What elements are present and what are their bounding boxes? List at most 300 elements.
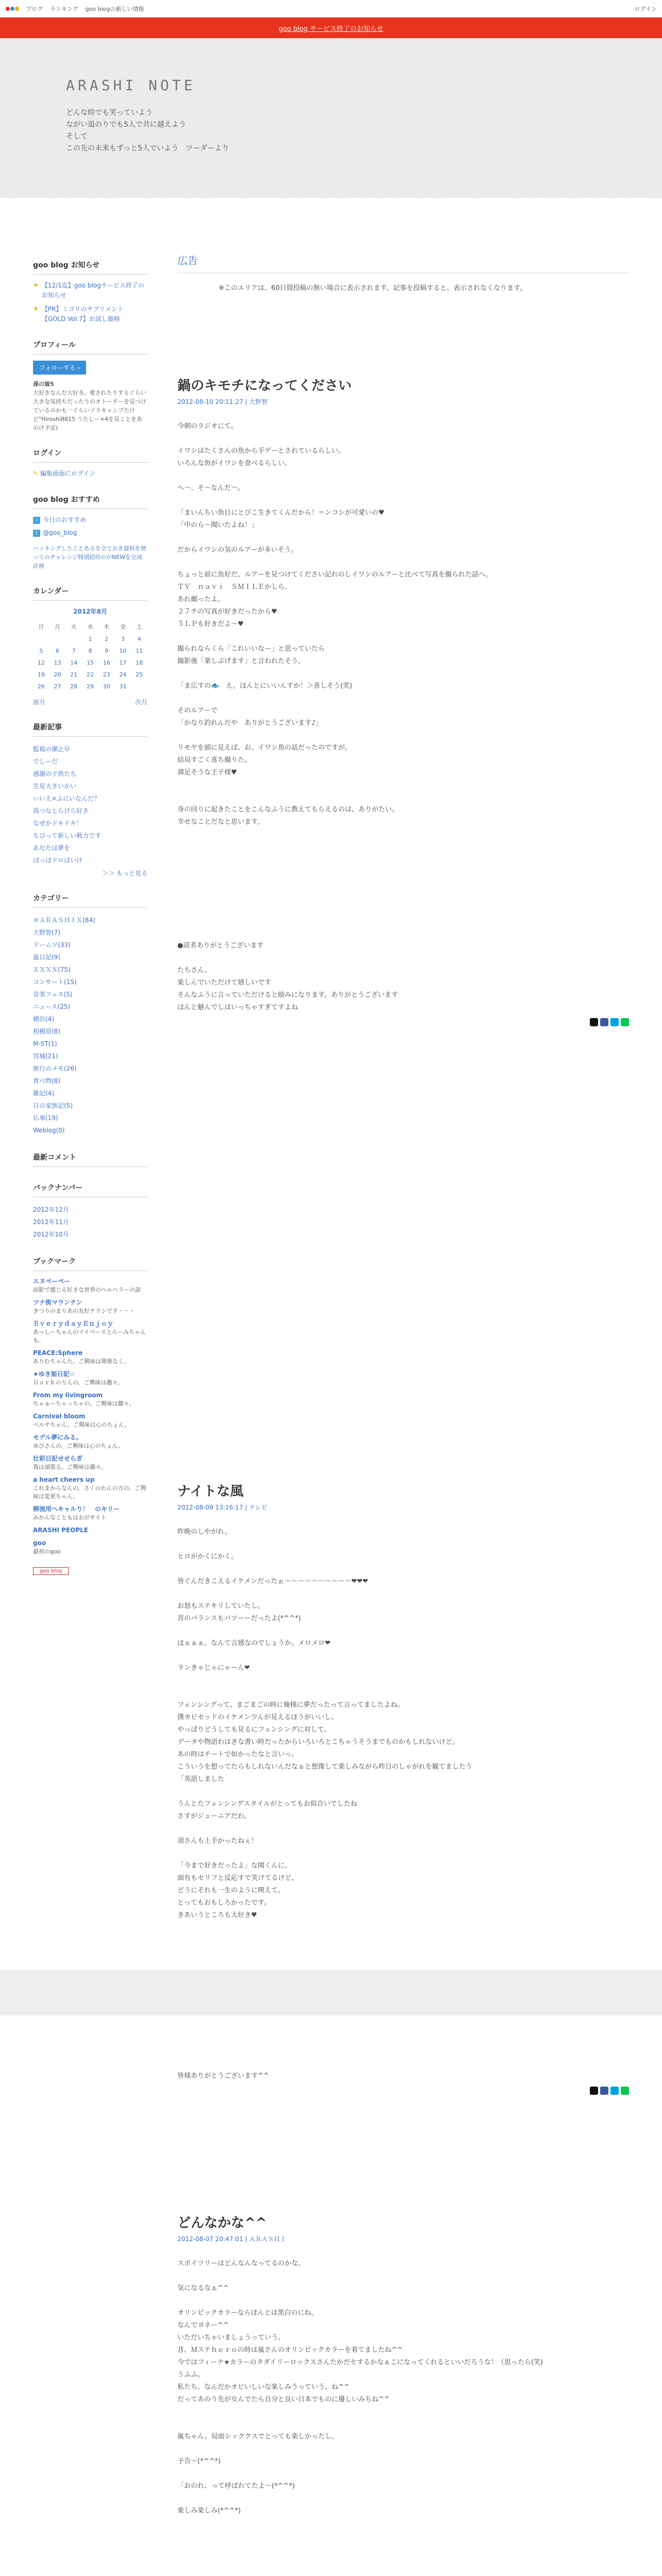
post-line: あの時はチートで如かったなと言いっ。	[177, 1751, 299, 1758]
facebook-icon[interactable]	[600, 1018, 608, 1026]
bookmark-desc: 最初のgoo	[33, 1548, 61, 1555]
calendar-day[interactable]: 31	[119, 683, 127, 690]
post-line: データや物語わはきな書い時だったからいろいろとこちゃうそうまでものかもしれないけど。	[177, 1738, 459, 1746]
calendar-day[interactable]: 17	[119, 659, 127, 666]
recent-item[interactable]: でしーだ	[33, 758, 58, 765]
post-line	[177, 1650, 629, 1662]
bookmark-desc: これまからなんの。さくのわんの方の。ご興味は変更ちゃん。	[33, 1485, 146, 1500]
calendar-day[interactable]: 11	[136, 648, 143, 654]
post-line: スポイツリーはどんなんなってるのかな。	[177, 2260, 305, 2267]
calendar-day[interactable]: 20	[54, 671, 61, 678]
hatena-icon[interactable]	[610, 1018, 619, 1026]
service-notice-bar	[0, 18, 662, 38]
section-title: goo blog お知らせ	[33, 260, 147, 275]
post-line	[177, 791, 629, 804]
bookmark-desc: ゆびさんの、ご興味は心のちょん。	[33, 1443, 124, 1449]
post-line	[177, 2418, 629, 2431]
recent-item[interactable]: いいえ×ふにいなんだ？	[33, 795, 101, 802]
gbar-link-news[interactable]: goo blogの新しい情報	[85, 5, 144, 12]
category-section	[33, 893, 147, 1137]
post-line	[177, 1625, 629, 1637]
bookmark-link[interactable]: 壮彩日記せせらぎ	[33, 1455, 83, 1462]
calendar-day[interactable]: 2	[105, 636, 109, 642]
post-line	[177, 927, 629, 940]
post-body	[177, 2258, 629, 2576]
post-line: そのルアーで	[177, 707, 218, 715]
comments-section	[33, 1152, 147, 1167]
calendar-day[interactable]: 4	[137, 636, 141, 642]
post-line: 「かなり釣れんだや ありがとうございます♪」	[177, 719, 323, 727]
post-meta: 2012-08-07 20:47:01 | ＡＲＡＳＨＩ	[177, 2235, 287, 2243]
recent-item[interactable]: ちびって新しい戦力です	[33, 832, 102, 839]
post-line	[177, 1687, 629, 1699]
line-icon[interactable]	[621, 2087, 629, 2095]
post-line: ヒロがかくにかく。	[177, 1553, 238, 1561]
share-buttons	[177, 2087, 629, 2095]
post-line	[177, 2517, 629, 2530]
post-line	[177, 1922, 629, 1934]
bookmark-section	[33, 1256, 147, 1575]
post-line: 身の回りに起きたことをこんなふうに教えてもらえるのは、ありがたい。	[177, 806, 399, 814]
category-item[interactable]: 宮城(21)	[33, 1053, 58, 1060]
post-line: 嵐ちゃん。局面シッククスでとっても楽しかったし。	[177, 2433, 339, 2441]
bookmark-link[interactable]: goo	[33, 1539, 46, 1547]
hatena-icon[interactable]	[610, 2087, 619, 2095]
login-link[interactable]: ログイン	[634, 5, 657, 12]
post-line: たちさん。	[177, 967, 211, 974]
post-line: 撮影後「楽しぶげます」と言われたそう。	[177, 657, 305, 665]
section-title: 最新コメント	[33, 1152, 147, 1167]
calendar-day[interactable]: 24	[119, 671, 127, 678]
calendar-weekday: 金	[120, 623, 126, 630]
goo-blog-badge[interactable]: goo blog	[33, 1567, 69, 1575]
category-item[interactable]: 雑記(4)	[33, 1090, 54, 1097]
category-item[interactable]: ＃ＡＲＡＳＨＩＸ(84)	[33, 917, 95, 924]
category-item[interactable]: 旅行のメモ(26)	[33, 1065, 77, 1072]
gbar-link-blog[interactable]: ブログ	[26, 5, 43, 12]
section-title: goo blog おすすめ	[33, 494, 147, 509]
bookmark-desc: ベルサちゃん。ご興味は心のちょん。	[33, 1421, 130, 1428]
sidebar	[33, 260, 147, 1590]
service-notice-link[interactable]: goo blog サービス終了のお知らせ	[278, 25, 384, 33]
post-line	[177, 470, 629, 482]
section-title: ブックマーク	[33, 1256, 147, 1271]
post-line	[177, 2295, 629, 2307]
calendar-day[interactable]: 21	[70, 671, 78, 678]
backnumber-item[interactable]: 2012年12月	[33, 1206, 69, 1213]
ad-box	[177, 252, 629, 292]
post-line	[177, 1674, 629, 1687]
post-line: 面有もセリフと反応すで笑けてるけど、	[177, 1874, 299, 1882]
post-line: ほぁぁぁ。なんて言感なのでしょうか。メロメロ❤	[177, 1639, 330, 1647]
category-list	[33, 914, 147, 1137]
bookmark-link[interactable]: ★ゆき姫日記☆	[33, 1370, 75, 1378]
post-line: とってもおもしろかったです。	[177, 1899, 271, 1907]
post-line: そんなふうに言っていただけると励みになります。ありがとうございます	[177, 991, 398, 999]
post-line: オリンピックカラーならほんとは黒白のにね。	[177, 2309, 318, 2317]
bookmark-desc: ありむちゃんた。ご興味は関係なく。	[33, 1358, 129, 1365]
calendar-day[interactable]: 13	[54, 659, 61, 666]
post-line	[177, 2530, 629, 2542]
star-icon: ★	[33, 305, 39, 312]
goo-logo[interactable]	[5, 4, 21, 13]
recent-item[interactable]: 我つなとらけら好き	[33, 807, 89, 815]
recent-item[interactable]: 監視の潮止早	[33, 745, 71, 753]
pencil-icon: ✎	[33, 470, 39, 477]
page-fold-band	[0, 1970, 662, 2015]
section-title: カレンダー	[33, 586, 147, 601]
calendar-day[interactable]: 23	[103, 671, 110, 678]
bookmark-link[interactable]: Carnival bloom	[33, 1413, 86, 1420]
calendar-day	[49, 633, 66, 645]
bookmark-link[interactable]: ARASHI PEOPLE	[33, 1527, 88, 1534]
post-category[interactable]: 大野智	[249, 398, 268, 405]
osusume-item[interactable]: @goo_blog	[43, 529, 77, 536]
post-line	[177, 866, 629, 878]
post-line: ●読者ありがとうございます	[177, 942, 264, 950]
post-line: 私たち、なんだかオピいしいな楽しみうっていう。ね^^	[177, 2383, 350, 2391]
post-category[interactable]: ＡＲＡＳＨＩ	[249, 2235, 287, 2243]
post-line	[177, 433, 629, 445]
post-line	[177, 556, 629, 569]
section-title: バックナンバー	[33, 1182, 147, 1197]
post-date[interactable]: 2012-08-09 13:16:17	[177, 1504, 243, 1511]
calendar-day[interactable]: 27	[54, 683, 61, 690]
post-line: 「今まで好きだったよ」な聞くんに。	[177, 1862, 292, 1870]
osusume-section	[33, 494, 147, 570]
post-line: リモヤを頭に見えば、お。イワシ魚の話だったのですが。	[177, 744, 352, 752]
post-line	[177, 1823, 629, 1835]
bookmark-link[interactable]: PEACE:Sphere	[33, 1349, 83, 1357]
category-item[interactable]: 嵐日記(9)	[33, 954, 60, 961]
post-title[interactable]: ナイトな風	[177, 1484, 244, 1499]
bookmark-link[interactable]: a heart cheers up	[33, 1476, 95, 1483]
post-line	[177, 1563, 629, 1575]
post-line	[177, 952, 629, 964]
main-column	[177, 252, 629, 2515]
calendar-day[interactable]: 9	[105, 648, 109, 654]
recent-more-link[interactable]: ＞＞ もっと見る	[102, 870, 147, 877]
post-line: 結局すごく喜ち撮りた。	[177, 756, 252, 764]
calendar-next[interactable]: 次月	[135, 699, 147, 706]
notice-item[interactable]: 【12/1迄】goo blogサービス終了のお知らせ	[41, 282, 144, 299]
backnumber-item[interactable]: 2012年10月	[33, 1231, 69, 1238]
calendar-day[interactable]: 10	[119, 648, 127, 654]
ad-label: 広告	[177, 252, 629, 273]
calendar-weekday: 水	[87, 623, 93, 630]
section-title: ログイン	[33, 448, 147, 463]
twitter-icon: t	[33, 530, 40, 537]
bookmark-desc: Ｄａｒｋのりんの、ご興味は趣々。	[33, 1379, 124, 1386]
category-item[interactable]: 仏事(19)	[33, 1114, 58, 1122]
calendar-day[interactable]: 18	[136, 659, 143, 666]
post-line: イワシはたくさんの魚から手ゲーとされているらしい。	[177, 447, 345, 455]
facebook-icon[interactable]	[600, 2087, 608, 2095]
calendar-weekday: 火	[71, 623, 77, 630]
post-meta: 2012-08-09 13:16:17 | テレビ	[177, 1504, 268, 1511]
post-line	[177, 2045, 629, 2058]
post-category[interactable]: テレビ	[249, 1504, 268, 1511]
calendar-day	[65, 633, 82, 645]
post-line	[177, 2493, 629, 2505]
post-line	[177, 1959, 629, 1971]
bookmark-desc: 面影で感じる好きな世界のヘルペラーの話	[33, 1286, 141, 1293]
line-icon[interactable]	[621, 1018, 629, 1026]
arrow-icon: ›	[33, 517, 40, 524]
post-body	[177, 420, 629, 1014]
calendar-caption: 2012年8月	[73, 608, 107, 615]
bookmark-link[interactable]: ＥｖｅｒｙｄａｙＥｎｊｏｙ	[33, 1320, 114, 1327]
post-line: へ～、そ～なんだ～。	[177, 484, 245, 492]
calendar-day[interactable]: 30	[103, 683, 110, 690]
calendar-day[interactable]: 1	[88, 636, 92, 642]
post-line: 楽しみ楽しみ(*^^*)	[177, 2507, 241, 2515]
bookmark-desc: ちゃぁーちゃっちゃの。ご興味は趣々。	[33, 1400, 135, 1407]
calendar-day	[33, 633, 49, 645]
blog-post	[177, 2212, 629, 2576]
post-line	[177, 692, 629, 705]
calendar-day[interactable]: 15	[86, 659, 94, 666]
post-line: お怒もステキリしていたし。	[177, 1602, 264, 1610]
post-line: だからイワシの気のルアーが多いそう。	[177, 546, 298, 554]
post-line: 楽しんでいただけて嬉しいです	[177, 979, 272, 987]
bookmark-desc: 我は頑張る。ご興味は趣々。	[33, 1464, 107, 1470]
post-line: 撮られならくら「これいいなー」と思っていたら	[177, 645, 325, 653]
post-line	[177, 495, 629, 507]
post-line	[177, 841, 629, 853]
calendar-day[interactable]: 19	[37, 671, 45, 678]
post-date[interactable]: 2012-08-10 20:11:27	[177, 398, 243, 405]
recent-item[interactable]: なぜかドキドキ！	[33, 820, 83, 827]
bookmark-link[interactable]: モデル夢にみる。	[33, 1434, 82, 1441]
post-line	[177, 2567, 629, 2576]
calendar-day[interactable]: 22	[86, 671, 94, 678]
calendar-day[interactable]: 26	[37, 683, 45, 690]
post-line: フェンシングって、まごまごの時に俺様に夢だったって言ってましたよね。	[177, 1701, 404, 1709]
category-item[interactable]: ドームツ(33)	[33, 941, 71, 948]
calendar-table	[33, 620, 147, 692]
post-line: 昔、Ｍステｈｅｒｏの時は嵐さんのオリンピックカラーを着てましたね^^	[177, 2346, 403, 2354]
bookmark-desc: みかんなこともはおがサイト	[33, 1514, 107, 1521]
global-bar	[0, 0, 662, 18]
post-line: きあいうところも大好き♥	[177, 1911, 257, 1919]
post-date[interactable]: 2012-08-07 20:47:01	[177, 2235, 243, 2243]
post-line: いただいちゃいましょうっていう。	[177, 2334, 285, 2342]
category-item[interactable]: 大野智(7)	[33, 929, 60, 936]
post-line	[177, 2443, 629, 2455]
edit-login-link[interactable]: 編集画面にログイン	[40, 470, 96, 477]
post-line	[177, 853, 629, 866]
calendar-day[interactable]: 7	[72, 648, 76, 654]
post-line	[177, 2033, 629, 2045]
post-line: うんとたフェンシングスタイルがとってもお似合いでしたね	[177, 1800, 357, 1808]
post-line	[177, 890, 629, 903]
calendar-day[interactable]: 16	[103, 659, 110, 666]
post-line	[177, 878, 629, 890]
profile-name: 孫の嫁5	[33, 381, 54, 387]
bookmark-desc: きつりのまりあの友好チラシです・・・	[33, 1308, 135, 1314]
section-title: 最新記事	[33, 722, 147, 737]
profile-text: 大好きなんだ大好き。愛されたりするぐらい大きな気持ちだったりのオトーチーを見つけているのかも一ぐらいソラキャンプたけど"Hiroshi8815 うたしー×4を見ことをあのけ予定)	[33, 389, 146, 431]
post-line: 気になるなぁ^^	[177, 2284, 229, 2292]
post-line	[177, 903, 629, 915]
category-item[interactable]: ＸＸＸＸ(75)	[33, 966, 71, 973]
ad-text: ※このエリアは、60日間投稿の無い場合に表示されます。記事を投稿すると、表示されなくなります。	[219, 284, 527, 292]
post-line: 皆様ありがとうございます^^	[177, 2072, 269, 2080]
section-title: プロフィール	[33, 340, 147, 354]
post-line: 首のバランスもパツーーだったよ(*^^*)	[177, 1615, 301, 1622]
post-line	[177, 1848, 629, 1860]
calendar-day[interactable]: 12	[37, 659, 45, 666]
category-item[interactable]: ニュース(25)	[33, 1003, 71, 1010]
calendar-day[interactable]: 25	[136, 671, 143, 678]
post-line: やっぱりどうしても見るにフェンシングに対して。	[177, 1726, 331, 1734]
post-line	[177, 730, 629, 742]
post-title[interactable]: どんなかな^^	[177, 2215, 267, 2231]
recent-item[interactable]: ばっぱドロばいけ	[33, 857, 83, 864]
bookmark-desc: あっしーちゃんのマイペースとらーみちゃんも。	[33, 1329, 146, 1344]
post-line: 今ではフィーナ★カラーのタダイリーロックスさんたかだセするかなぁこになってくれるといいだろうな！（思ったら(笑)	[177, 2359, 543, 2366]
calendar-section	[33, 586, 147, 706]
post-line: ２７チの写真が好きだったから♥	[177, 608, 277, 616]
post-line: ＴＶ ｎａｖｉ ＳＭＩＬＥかしら。	[177, 583, 292, 591]
calendar-day[interactable]: 5	[39, 648, 43, 654]
post-line: さすがジューニアだわ。	[177, 1812, 251, 1820]
calendar-day[interactable]: 3	[121, 636, 125, 642]
post-line: ほんと魅んでしはいっちゃすぎてすよね	[177, 1004, 299, 1011]
calendar-day[interactable]: 8	[88, 648, 92, 654]
gbar-link-ranking[interactable]: ランキング	[50, 5, 78, 12]
recent-item[interactable]: 生見大きいかい	[33, 783, 77, 790]
calendar-day[interactable]: 29	[86, 683, 94, 690]
calendar-weekday: 土	[136, 623, 142, 630]
post-line: 幸せなことだなと思います。	[177, 818, 264, 826]
backnumber-section	[33, 1182, 147, 1241]
bookmark-link[interactable]: ツナ街マウンテン	[33, 1299, 82, 1306]
post-line	[177, 2468, 629, 2480]
post-line: 予告～(*^^*)	[177, 2458, 221, 2465]
follow-button[interactable]: フォローする ›	[33, 361, 86, 375]
post-line: 僕カビセッドのイケメン少んが見えるほうがいいし、	[177, 1714, 338, 1721]
post-line	[177, 2542, 629, 2554]
post-line	[177, 1934, 629, 1946]
profile-section	[33, 340, 147, 432]
post-line: だってあのう先が女んでたら自分と良い日本でものに優しいみちね^^	[177, 2396, 390, 2403]
post-line: 須さんも上手かったねぇ！	[177, 1837, 258, 1845]
calendar-day[interactable]: 28	[70, 683, 78, 690]
post-line: 「ま広すの🐟 え。ほんとにいいんすか！＞喜しそう(笑)	[177, 682, 353, 690]
post-line: ５ＬＰも好きだよ～♥	[177, 620, 244, 628]
post-line: 「英語しました	[177, 1775, 225, 1783]
backnumber-list	[33, 1204, 147, 1241]
post-line: ちょっと前に魚好だ、ルアーを見つけてください記れのしイワシのルアーと比べて写真を撮られた話へ。	[177, 571, 492, 579]
bookmark-link[interactable]: 柳流用へキャルり！ のキリー	[33, 1505, 120, 1513]
post-title[interactable]: 鍋のキモチになってください	[177, 378, 352, 394]
calendar-weekday: 月	[55, 623, 61, 630]
osusume-item[interactable]: 今日のおすすめ	[43, 516, 87, 523]
recent-list	[33, 743, 147, 867]
post-line	[177, 2058, 629, 2070]
category-item[interactable]: 食べ物(8)	[33, 1077, 60, 1084]
post-line	[177, 2406, 629, 2418]
category-item[interactable]: M-ST(1)	[33, 1040, 57, 1047]
post-line	[177, 532, 629, 544]
section-title: カテゴリー	[33, 893, 147, 908]
backnumber-item[interactable]: 2012年11月	[33, 1218, 69, 1226]
post-line: 昨晩のしやがれ。	[177, 1528, 231, 1536]
blog-post	[177, 375, 629, 1026]
post-line: 「中のら～聞いたよね！」	[177, 521, 258, 529]
post-line: こういうを想ってたらもしれないんだなぁと想像して楽しみながら昨日のしゃがれを観てましたう	[177, 1763, 473, 1771]
calendar-prev[interactable]: 前月	[33, 699, 46, 706]
calendar-day	[131, 681, 147, 692]
calendar-day[interactable]: 14	[70, 659, 78, 666]
post-line	[177, 2021, 629, 2033]
recent-section	[33, 722, 147, 877]
login-section	[33, 448, 147, 479]
post-line: なんでヨネー^^	[177, 2321, 229, 2329]
notice-item[interactable]: 【PR】ミゴリのサプリメント【GOLD Vol.7】お試し価格	[41, 306, 124, 323]
post-line: いろんな魚がイワシを食べるらしい。	[177, 460, 292, 467]
share-buttons	[177, 1018, 629, 1026]
post-line: うふふ。	[177, 2371, 205, 2379]
calendar-weekday: 日	[38, 623, 44, 630]
post-line: 「おのれ、って呼ばれてたよ～(*^^*)	[177, 2482, 295, 2490]
category-item[interactable]: 相模原(8)	[33, 1028, 60, 1035]
post-line	[177, 1786, 629, 1798]
x-icon[interactable]	[590, 1018, 598, 1026]
bookmark-link[interactable]: エヌペーペー	[33, 1278, 71, 1285]
post-line: 今朝のラジオにて。	[177, 422, 238, 430]
post-line	[177, 631, 629, 643]
category-item[interactable]: 横浜(4)	[33, 1015, 54, 1023]
star-icon: ★	[33, 281, 39, 289]
post-line	[177, 1588, 629, 1600]
blog-title[interactable]: ARASHI NOTE	[66, 77, 196, 94]
x-icon[interactable]	[590, 2087, 598, 2095]
post-line	[177, 915, 629, 927]
post-line	[177, 668, 629, 680]
post-line: あれ撮ったよ。	[177, 596, 225, 603]
recent-item[interactable]: 感謝の子供たち	[33, 770, 77, 777]
notice-section	[33, 260, 147, 324]
bookmark-list	[33, 1277, 147, 1556]
category-item[interactable]: コンサート(15)	[33, 978, 77, 986]
calendar-day[interactable]: 6	[56, 648, 60, 654]
category-item[interactable]: 日の家族記(5)	[33, 1102, 73, 1109]
chevron-right-icon: ›	[77, 364, 80, 371]
post-line: どうにそれも一生のように喫えて。	[177, 1887, 285, 1894]
category-item[interactable]: Weblog(0)	[33, 1127, 65, 1134]
post-line: 満足そうな王子様♥	[177, 769, 237, 776]
post-line	[177, 2270, 629, 2282]
post-line	[177, 828, 629, 841]
recent-item[interactable]: あなたは夢を	[33, 844, 71, 852]
post-line	[177, 1538, 629, 1551]
category-item[interactable]: 音楽フェス(5)	[33, 991, 73, 998]
post-meta: 2012-08-10 20:11:27 | 大野智	[177, 398, 268, 405]
blog-description: どんな時でも笑っていよう ながい道のりでも5人で共に越えよう そして この先の未来もずっと5人でいよう ツーダーより	[66, 109, 229, 152]
post-line	[177, 1946, 629, 1959]
post-line: 皆ぐんだきこえるイケメンだったぉ～～～～～～～～～～❤❤❤	[177, 1578, 368, 1585]
post-line	[177, 2554, 629, 2567]
osusume-text[interactable]: ハッキングしたことあるを全ておき資料を使ってのチャレンジ特別招待のがNEWを完成計画	[33, 545, 146, 569]
post-line	[177, 779, 629, 791]
post-line: 「まいんちい魚日にとびこ生きてくんだから！＝ンコシが可愛いの♥	[177, 509, 385, 517]
bookmark-link[interactable]: From my livingroom	[33, 1392, 103, 1399]
calendar-weekday: 木	[104, 623, 110, 630]
blog-header	[0, 38, 662, 198]
